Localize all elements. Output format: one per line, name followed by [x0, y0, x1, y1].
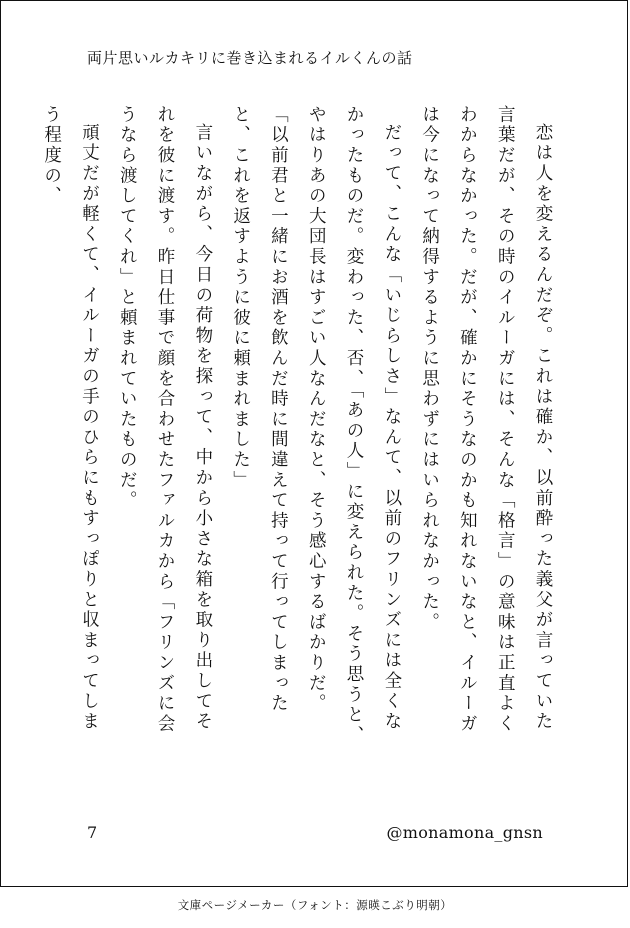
- story-title: 両片思いルカキリに巻き込まれるイルくんの話: [87, 49, 413, 67]
- footer-credit: 文庫ページメーカー（フォント：源暎こぶり明朝）: [177, 898, 453, 912]
- paragraph-5: 頑丈だが軽くて、イルーガの手のひらにもすっぽりと収まってしまう程度の、: [41, 105, 100, 732]
- paragraph-4: 言いながら、今日の荷物を探って、中から小さな箱を取り出してそれを彼に渡す。昨日仕事で顔を合わせたファルカから「フリンズに会うなら渡してくれ」と頼まれていたものだ。: [117, 105, 213, 735]
- paragraph-1: 恋は人を変えるんだぞ。これは確か、以前酔った義父が言っていた言葉だが、その時のイルーガには、そんな「格言」の意味は正直よくわからなかった。だが、確かにそうなのかも知れないなと、イルーガは今になって納得するように思わずにはいられなかった。: [419, 105, 553, 735]
- paragraph-2: だって、こんな「いじらしさ」なんて、以前のフリンズには全くなかったものだ。変わった、否、「あの人」に変えられた。そう思うと、やはりあの大団長はすごい人なんだなと、そう感心するばかりだ。: [306, 105, 402, 746]
- author-handle: @monamona_gnsn: [386, 823, 543, 842]
- paragraph-3-dialogue: 「以前君と一緒にお酒を飲んだ時に間違えて持って行ってしまったと、これを返すように彼に頼まれました」: [230, 105, 289, 714]
- page-number: 7: [87, 823, 98, 842]
- vertical-body-text: [41, 105, 561, 751]
